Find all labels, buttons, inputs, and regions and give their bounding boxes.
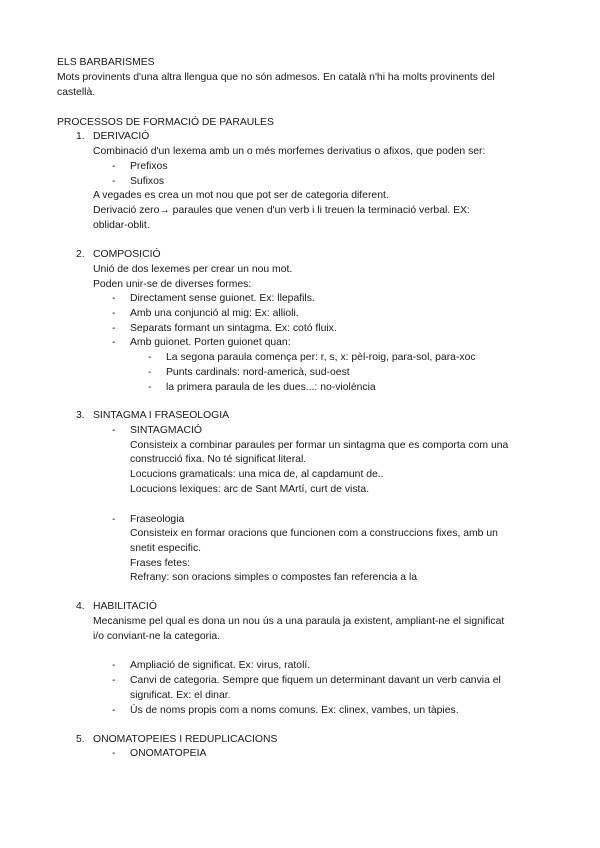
list-number: 1.	[76, 131, 85, 142]
list-item: Sufixos	[130, 176, 165, 187]
list-item: Ús de noms propis com a noms comuns. Ex: clinex, vambes, un tàpies.	[130, 705, 459, 716]
body-line: Derivació zero→ paraules que venen d'un verb i li treuen la terminació verbal. EX:	[93, 205, 470, 216]
body-line: construcció fixa. No té significat literal.	[130, 454, 307, 465]
sub-list-item: la primera paraula de les dues...: no-violència	[166, 382, 376, 393]
list-item: Canvi de categoria. Sempre que fiquem un determinant davant un verb canvia el	[130, 675, 501, 686]
list-number: 3.	[76, 410, 85, 421]
bullet: -	[112, 660, 116, 671]
section-title-sintagma: SINTAGMA I FRASEOLOGIA	[93, 410, 230, 421]
bullet: -	[112, 176, 116, 187]
bullet: -	[148, 382, 152, 393]
list-item: Amb una conjunció al mig: Ex: allioli.	[130, 308, 299, 319]
list-item: Directament sense guionet. Ex: llepafils.	[130, 293, 315, 304]
body-line: Frases fetes:	[130, 558, 191, 569]
section-heading: PROCESSOS DE FORMACIÓ DE PARAULES	[57, 117, 274, 128]
body-line: significat. Ex: el dinar.	[130, 690, 231, 701]
body-line: Poden unir-se de diverses formes:	[93, 279, 252, 290]
section-title-derivacio: DERIVACIÓ	[93, 131, 150, 142]
list-item: SINTAGMACIÓ	[130, 425, 202, 436]
bullet: -	[112, 748, 116, 759]
body-line: Combinació d'un lexema amb un o més morfemes derivatius o afixos, que poden ser:	[93, 146, 486, 157]
sub-list-item: La segona paraula comença per: r, s, x: pèl-roig, para-sol, para-xoc	[166, 352, 476, 363]
bullet: -	[112, 161, 116, 172]
body-line: i/o conviant-ne la categoria.	[93, 631, 221, 642]
list-number: 2.	[76, 249, 85, 260]
section-title-composicio: COMPOSICIÓ	[93, 249, 161, 260]
body-line: Refrany: son oracions simples o compostes fan referencia a la	[130, 572, 418, 583]
bullet: -	[148, 352, 152, 363]
bullet: -	[112, 425, 116, 436]
bullet: -	[112, 308, 116, 319]
intro-line: castellà.	[57, 87, 96, 98]
section-title-onomatopeies: ONOMATOPEIES I REDUPLICACIONS	[93, 734, 278, 745]
body-line: oblidar-oblit.	[93, 220, 150, 231]
intro-line: Mots provinents d'una altra llengua que no són admesos. En català n'hi ha molts provinents del	[57, 72, 495, 83]
bullet: -	[148, 367, 152, 378]
body-line: Consisteix en formar oracions que funcionen com a construccions fixes, amb un	[130, 528, 498, 539]
list-item: Separats formant un sintagma. Ex: cotó fluix.	[130, 323, 337, 334]
bullet: -	[112, 514, 116, 525]
body-line: Unió de dos lexemes per crear un nou mot.	[93, 264, 293, 275]
sub-list-item: Punts cardinals: nord-americà, sud-oest	[166, 367, 350, 378]
body-line: Locucions gramaticals: una mica de, al capdamunt de..	[130, 469, 384, 480]
list-item: Fraseologia	[130, 514, 185, 525]
body-line: Consisteix a combinar paraules per formar un sintagma que es comporta com una	[130, 440, 509, 451]
list-item: Prefixos	[130, 161, 168, 172]
bullet: -	[112, 705, 116, 716]
body-line: Mecanisme pel qual es dona un nou ús a una paraula ja existent, ampliant-ne el significat	[93, 616, 505, 627]
list-item: Ampliació de significat. Ex: virus, ratolí.	[130, 660, 311, 671]
bullet: -	[112, 337, 116, 348]
body-line: A vegades es crea un mot nou que pot ser de categoria diferent.	[93, 190, 389, 201]
bullet: -	[112, 675, 116, 686]
body-line: Locucions lexiques: arc de Sant MArtí, curt de vista.	[130, 484, 370, 495]
list-number: 4.	[76, 601, 85, 612]
doc-title: ELS BARBARISMES	[57, 57, 155, 68]
list-item: Amb guionet. Porten guionet quan:	[130, 337, 291, 348]
section-title-habilitacio: HABILITACIÓ	[93, 601, 157, 612]
bullet: -	[112, 323, 116, 334]
list-number: 5.	[76, 734, 85, 745]
bullet: -	[112, 293, 116, 304]
body-line: snetit especific.	[130, 543, 202, 554]
list-item: ONOMATOPEIA	[130, 748, 207, 759]
